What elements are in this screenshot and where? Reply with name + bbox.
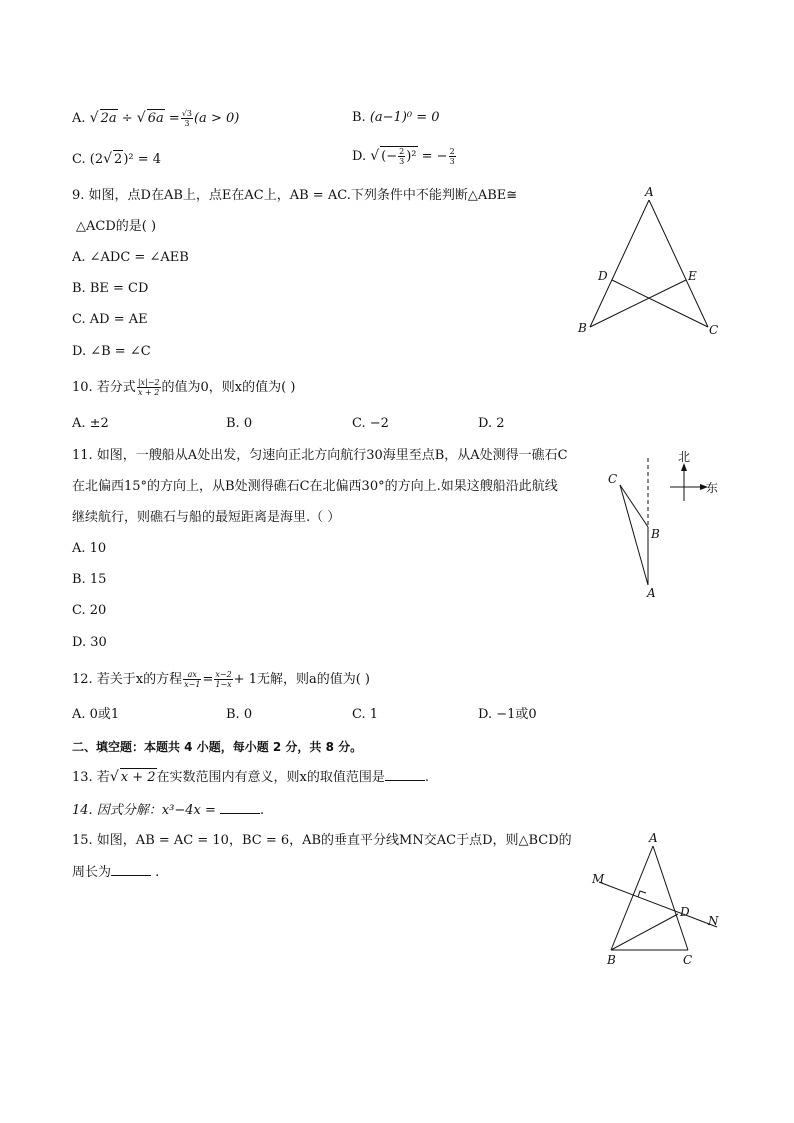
q11-option-c: C. 20: [72, 603, 107, 618]
sqrt-symbol: √: [89, 110, 99, 126]
q8-b-label: B.: [352, 110, 366, 125]
q8-option-b: [352, 109, 440, 127]
q12-option-a: A. 0或1: [72, 707, 120, 722]
q9-stem-line2: △ACD的是( ): [76, 219, 157, 234]
q11-option-a: A. 10: [72, 541, 107, 556]
north-arrowhead-icon: [681, 463, 687, 471]
q8-a-radicand-1: 2a: [100, 111, 117, 126]
q11-label-b: B: [651, 527, 660, 541]
q14-end: .: [260, 803, 265, 818]
q13-end: .: [424, 770, 429, 785]
q11-option-d: D. 30: [72, 635, 107, 650]
q15-stem-line2-pre: 周长为: [72, 865, 112, 880]
q14-answer-blank[interactable]: [220, 801, 260, 814]
q8-c-expr-1: (2: [89, 152, 104, 167]
q8-d-rhs: $\frac{2}{3}$: [449, 147, 455, 166]
q15-side-ac: [653, 846, 688, 950]
q9-stem-line1: 9. 如图，点D在AB上，点E在AC上，AB = AC.下列条件中不能判断△ABE≅: [72, 188, 518, 203]
q8-d-label: D.: [352, 149, 367, 164]
q8-a-label: A.: [72, 111, 86, 126]
sqrt-symbol: √: [370, 148, 380, 164]
q14-pre: 14. 因式分解：x³−4x =: [72, 803, 216, 818]
q10-option-b: B. 0: [226, 416, 253, 431]
q13-post: 在实数范围内有意义，则x的取值范围是: [156, 770, 385, 785]
q15-label-m: M: [592, 872, 605, 886]
q9-segment-dc: [612, 280, 708, 327]
q11-label-a: A: [647, 586, 656, 600]
q13-radicand: x + 2: [120, 770, 156, 785]
q9-side-ac: [649, 200, 708, 327]
q9-option-d: D. ∠B = ∠C: [72, 344, 151, 359]
q11-segment-bc: [620, 485, 648, 527]
q10-stem-pre: 10. 若分式: [72, 380, 136, 395]
q11-label-east: 东: [706, 481, 719, 495]
q11-stem-line1: 11. 如图，一艘船从A处出发，匀速向正北方向航行30海里至点B，从A处测得一礁石C: [72, 448, 568, 463]
q8-b-expression: (a−1)⁰ = 0: [369, 110, 440, 125]
sqrt-symbol: √: [103, 151, 113, 167]
q8-d-radicand: (− $\frac{2}{3}$ )²: [381, 147, 417, 166]
q15-bisector-mn: [599, 882, 717, 927]
q8-c-expr-3: )² = 4: [123, 152, 162, 167]
sqrt-symbol: √: [136, 110, 146, 126]
q12-fraction-1: $\frac{ax}{x-1}$: [184, 670, 201, 689]
q15-right-angle-mark: [638, 891, 646, 897]
q9-label-b: B: [578, 321, 587, 335]
q15-label-d: D: [680, 905, 690, 919]
q15-stem-line1: 15. 如图，AB = AC = 10，BC = 6，AB的垂直平分线MN交AC于点D，则△BCD的: [72, 833, 572, 848]
q8-c-label: C.: [72, 152, 86, 167]
q11-label-c: C: [608, 472, 618, 486]
q15-label-c: C: [683, 953, 693, 967]
q8-option-d: D. √ (− $\frac{2}{3}$ )² = − $\frac{2}{3}$: [352, 147, 455, 166]
q12-option-c: C. 1: [352, 707, 379, 722]
q9-option-b: B. BE = CD: [72, 281, 149, 296]
q9-option-c: C. AD = AE: [72, 312, 148, 327]
q15-segment-bd: [611, 914, 678, 950]
q15-stem-line2-end: .: [155, 865, 160, 880]
q10-fraction: $\frac{|x|-2}{x + 2}$: [137, 378, 160, 397]
q13-pre: 13. 若: [72, 770, 110, 785]
q9-option-a: A. ∠ADC = ∠AEB: [72, 250, 189, 265]
q11-label-north: 北: [678, 450, 691, 464]
q15-label-a: A: [649, 831, 658, 845]
section-2-heading: 二、填空题：本题共 4 小题，每小题 2 分，共 8 分。: [72, 740, 363, 754]
q11-stem-line2: 在北偏西15°的方向上，从B处测得礁石C在北偏西30°的方向上.如果这艘船沿此航线: [72, 479, 558, 494]
q14-stem: [72, 801, 264, 820]
q15-side-ab: [611, 846, 653, 950]
q13-answer-blank[interactable]: [385, 768, 425, 781]
q15-triangle-figure: [585, 830, 730, 970]
q12-option-d: D. −1或0: [478, 707, 537, 722]
q15-label-n: N: [708, 914, 719, 928]
q8-a-radicand-2: 6a: [147, 111, 164, 126]
q10-stem-post: 的值为0，则x的值为( ): [161, 380, 296, 395]
q9-triangle-figure: [570, 180, 730, 345]
q10-option-c: C. −2: [352, 416, 389, 431]
sqrt-symbol: √: [109, 769, 119, 785]
q8-option-a: A. √ 2a ÷ √ 6a = $\frac{√3}{3}$ (a > 0): [72, 109, 240, 128]
q8-option-c: [72, 150, 161, 169]
q10-option-d: D. 2: [478, 416, 505, 431]
q10-stem: [72, 378, 295, 397]
q15-stem-line2: [72, 863, 159, 882]
q12-stem-post: + 1无解，则a的值为( ): [233, 672, 370, 687]
q9-side-ab: [590, 200, 649, 327]
q11-option-b: B. 15: [72, 572, 107, 587]
q12-stem: [72, 670, 370, 689]
q11-navigation-figure: [600, 445, 725, 605]
q8-c-expr-2: 2: [114, 152, 123, 167]
q12-stem-pre: 12. 若关于x的方程: [72, 672, 183, 687]
q9-label-e: E: [688, 269, 697, 283]
q9-label-d: D: [598, 269, 608, 283]
q9-label-c: C: [709, 323, 719, 337]
q10-option-a: A. ±2: [72, 416, 109, 431]
q11-segment-ac: [620, 485, 648, 585]
q12-option-b: B. 0: [226, 707, 253, 722]
q13-stem: [72, 768, 429, 787]
q12-equals: =: [202, 672, 214, 687]
q15-label-b: B: [607, 953, 616, 967]
q9-segment-eb: [590, 280, 686, 327]
q15-answer-blank[interactable]: [111, 863, 151, 876]
q8-a-fraction: $\frac{√3}{3}$: [181, 109, 192, 128]
q8-a-condition: (a > 0): [193, 111, 240, 126]
q12-fraction-2: $\frac{x-2}{1-x}$: [215, 670, 232, 689]
q11-stem-line3: 继续航行，则礁石与船的最短距离是海里.（ ）: [72, 510, 341, 525]
q9-label-a: A: [645, 185, 654, 199]
